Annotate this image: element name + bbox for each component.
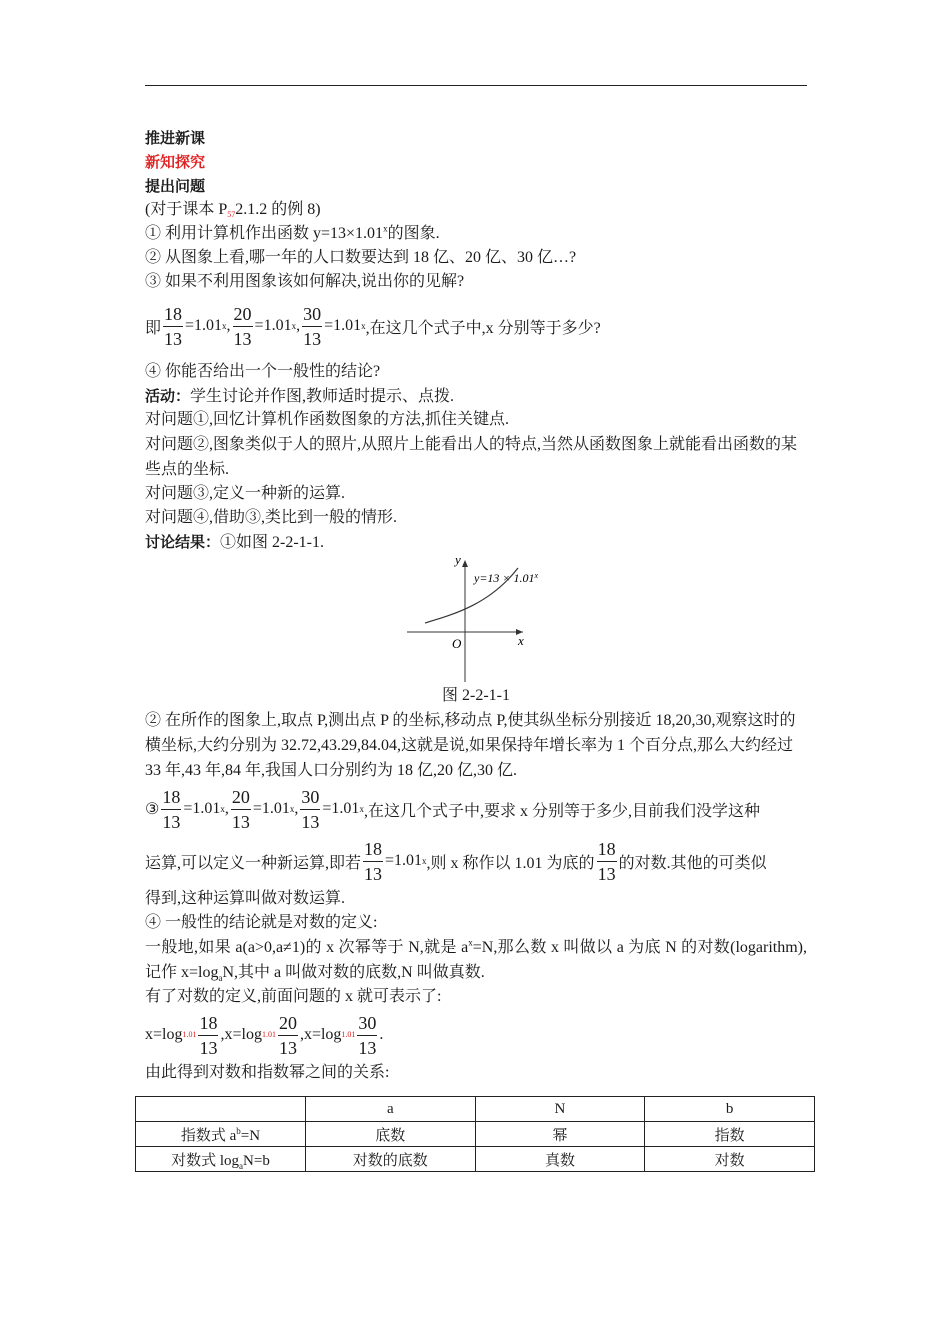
question-2: ② 从图象上看,哪一年的人口数要达到 18 亿、20 亿、30 亿…? (145, 249, 577, 266)
table-cell: 对数式 $\log_aN=b$ (136, 1147, 306, 1172)
result-3-end: 得到,这种运算叫做对数运算. (145, 890, 346, 907)
fraction: $\frac{20}{13}$ (278, 1012, 297, 1058)
fraction: $\frac{30}{13}$ (303, 303, 322, 349)
relation-table (135, 1096, 815, 1172)
fraction: $\frac{18}{13}$ (199, 1012, 218, 1058)
result-3-definition-line: 运算,可以定义一种新运算,即若 $\frac{18}{13}$ =1.01 x ,则 x 称作以 1.01 为底的 $\frac{18}{13}$ 的对数.其他的可类似 (145, 838, 767, 884)
origin-label: O (452, 636, 462, 651)
y-axis-arrow-icon (462, 560, 468, 567)
question-4: ④ 你能否给出一个一般性的结论? (145, 363, 381, 380)
log-definition: 一般地,如果 a(a>0,a≠1)的 x 次幂等于 N,就是 $a^x=N$,那么数 x 叫做以 a 为底 N 的对数(logarithm),记作 $x=\log_aN$,其中 a 叫做对数的底数,N 叫做真数. (145, 937, 807, 984)
exponential-graph (145, 554, 807, 684)
relation-intro: 由此得到对数和指数幂之间的关系: (145, 1064, 390, 1081)
log-expressions: x=log 1.01 $\frac{18}{13}$ ,x=log 1.01 $\frac{20}{13}$ ,x=log 1.01 $\frac{30}{13}$ . (145, 1012, 384, 1058)
x-axis-label: x (518, 633, 524, 648)
curve-label: $y=13 \times 1.01^x$ (474, 571, 539, 585)
table-cell: a (305, 1097, 475, 1122)
answer-3: 对问题③,定义一种新的运算. (145, 485, 346, 502)
table-row (136, 1122, 815, 1147)
table-cell: 对数 (645, 1147, 815, 1172)
fraction: $\frac{20}{13}$ (233, 303, 252, 349)
document-body (145, 126, 807, 1085)
table-cell: 指数式 $a^b=N$ (136, 1122, 306, 1147)
table-cell: N (475, 1097, 645, 1122)
question-3: ③ 如果不利用图象该如何解决,说出你的见解? (145, 273, 465, 290)
table-cell (136, 1097, 306, 1122)
fraction: $\frac{20}{13}$ (231, 786, 250, 832)
answer-1: 对问题①,回忆计算机作函数图象的方法,抓住关键点. (145, 411, 510, 428)
graph-svg (145, 554, 807, 684)
header-rule (145, 85, 807, 86)
answer-2: 对问题②,图象类似于人的照片,从照片上能看出人的特点,当然从函数图象上就能看出函数的某些点的坐标. (145, 436, 798, 478)
answer-4: 对问题④,借助③,类比到一般的情形. (145, 509, 398, 526)
section-heading: 推进新课 (145, 129, 206, 147)
question-heading: 提出问题 (145, 177, 206, 195)
table-cell: 底数 (305, 1122, 475, 1147)
table-cell: 指数 (645, 1122, 815, 1147)
y-axis-label: y (455, 554, 461, 567)
table-cell: 真数 (475, 1147, 645, 1172)
table-header-row (136, 1097, 815, 1122)
fraction: $\frac{18}{13}$ (164, 303, 183, 349)
table-cell: 对数的底数 (305, 1147, 475, 1172)
fraction: $\frac{18}{13}$ (597, 838, 616, 884)
result-2: ② 在所作的图象上,取点 P,测出点 P 的坐标,移动点 P,使其纵坐标分别接近 18,20,30,观察这时的横坐标,大约分别为 32.72,43.29,84.04,这就是说,如果保持年增长率为 1 个百分点,那么大约经过 33 年,43 年,84 年,我国人口分别约为 18 亿,20 亿,30 亿. (145, 712, 796, 779)
subsection-heading: 新知探究 (145, 153, 206, 171)
activity-line: 活动：学生讨论并作图,教师适时提示、点拨. (145, 387, 455, 405)
after-definition: 有了对数的定义,前面问题的 x 就可表示了: (145, 988, 442, 1005)
reference-line: (对于课本 $P_{57}2.1.2$ 的例 8) (145, 201, 321, 219)
table-row (136, 1147, 815, 1172)
result-line: 讨论结果：①如图 2-2-1-1. (145, 533, 325, 551)
fraction: $\frac{30}{13}$ (301, 786, 320, 832)
figure-caption: 图 2-2-1-1 (442, 687, 510, 704)
result-3-line: ③ $\frac{18}{13}$ =1.01 x , $\frac{20}{13}$ =1.01 x , $\frac{30}{13}$ =1.01 x ,在这几个式子中,要求 x 分别等于多少,目前我们没学这种 (145, 786, 760, 832)
result-4: ④ 一般性的结论就是对数的定义: (145, 914, 378, 931)
fraction: $\frac{18}{13}$ (364, 838, 383, 884)
equation-line: 即 $\frac{18}{13}$ =1.01 x , $\frac{20}{13}$ =1.01 x , $\frac{30}{13}$ =1.01 x ,在这几个式子中,x 分别等于多少? (145, 303, 601, 349)
fraction: $\frac{18}{13}$ (162, 786, 181, 832)
table-cell: b (645, 1097, 815, 1122)
fraction: $\frac{30}{13}$ (358, 1012, 377, 1058)
question-1: ① 利用计算机作出函数 $y=13\times 1.01^x$的图象. (145, 223, 440, 242)
table-cell: 幂 (475, 1122, 645, 1147)
